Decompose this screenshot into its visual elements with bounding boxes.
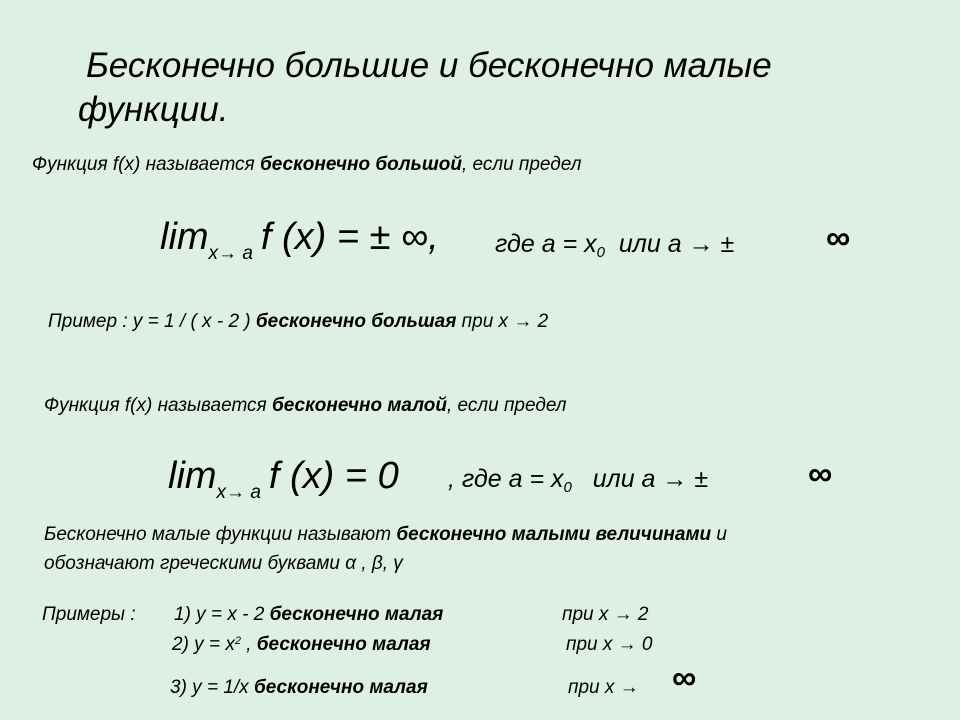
note-line-2: обозначают греческими буквами α , β, γ	[44, 553, 403, 574]
example-small-2-condition: при x → 0	[566, 634, 653, 655]
definition-small-text-1: Функция f(x) называется	[44, 395, 272, 416]
formula-large-where: где а = x	[495, 230, 597, 258]
formula-small-lim: lim	[168, 455, 217, 497]
example-small-1-text: 1) у = х - 2	[174, 604, 270, 625]
formula-large-sep: ,	[428, 216, 439, 258]
definition-large	[32, 154, 581, 176]
example-small-2	[172, 634, 431, 656]
formula-small-or: или a → ±	[592, 465, 709, 493]
example-small-3-text: 3) у = 1/х	[170, 677, 254, 698]
note-text-2: и	[711, 524, 727, 545]
definition-large-term: бесконечно большой	[259, 154, 462, 175]
formula-small-where-sub: 0	[563, 479, 572, 496]
example-small-1	[174, 604, 443, 626]
example-small-3-infinity: ∞	[672, 659, 697, 697]
definition-small-term: бесконечно малой	[271, 395, 447, 416]
formula-large-limit	[160, 216, 439, 265]
example-small-3-term: бесконечно малая	[253, 677, 428, 698]
formula-large-lim-sub: x→ a	[208, 243, 253, 264]
example-small-2-exponent: 2	[234, 635, 241, 647]
example-large-text-1: Пример : у = 1 / ( х - 2 )	[48, 311, 256, 332]
example-small-3	[170, 677, 428, 699]
formula-large-condition	[495, 230, 734, 261]
formula-small-lim-sub: x→ a	[216, 482, 261, 503]
example-small-1-condition: при x → 2	[562, 604, 649, 625]
definition-large-text-2: , если предел	[461, 154, 582, 175]
note-text-1: Бесконечно малые функции называют	[44, 524, 397, 545]
definition-large-text-1: Функция f(x) называется	[32, 154, 260, 175]
formula-large-or: или a → ±	[618, 230, 735, 258]
formula-small-limit	[168, 455, 399, 504]
note-term: бесконечно малыми величинами	[396, 524, 712, 545]
note-line-1	[44, 524, 727, 546]
formula-small-expr: f (x) = 0	[268, 455, 399, 497]
title-line-2: функции.	[78, 90, 229, 129]
example-small-2-sep: ,	[240, 634, 257, 655]
example-small-2-term: бесконечно малая	[256, 634, 431, 655]
formula-large-lim: lim	[160, 216, 209, 258]
formula-small-infinity: ∞	[808, 455, 833, 493]
example-large-term: бесконечно большая	[255, 311, 457, 332]
definition-small-text-2: , если предел	[447, 395, 567, 416]
definition-small	[44, 395, 567, 417]
example-large	[48, 311, 548, 333]
title-line-1: Бесконечно большие и бесконечно малые	[86, 46, 772, 85]
formula-large-infinity: ∞	[826, 219, 851, 257]
example-small-2-text: 2) у = х	[172, 634, 235, 655]
formula-small-where: , где а = x	[448, 465, 564, 493]
examples-label: Примеры :	[42, 604, 136, 625]
example-small-1-term: бесконечно малая	[269, 604, 444, 625]
formula-large-expr: f (x) = ± ∞	[260, 216, 429, 258]
example-large-text-2: при x → 2	[456, 311, 549, 332]
formula-large-where-sub: 0	[596, 244, 605, 261]
example-small-3-condition: при x →	[568, 677, 639, 698]
formula-small-condition	[448, 465, 708, 496]
